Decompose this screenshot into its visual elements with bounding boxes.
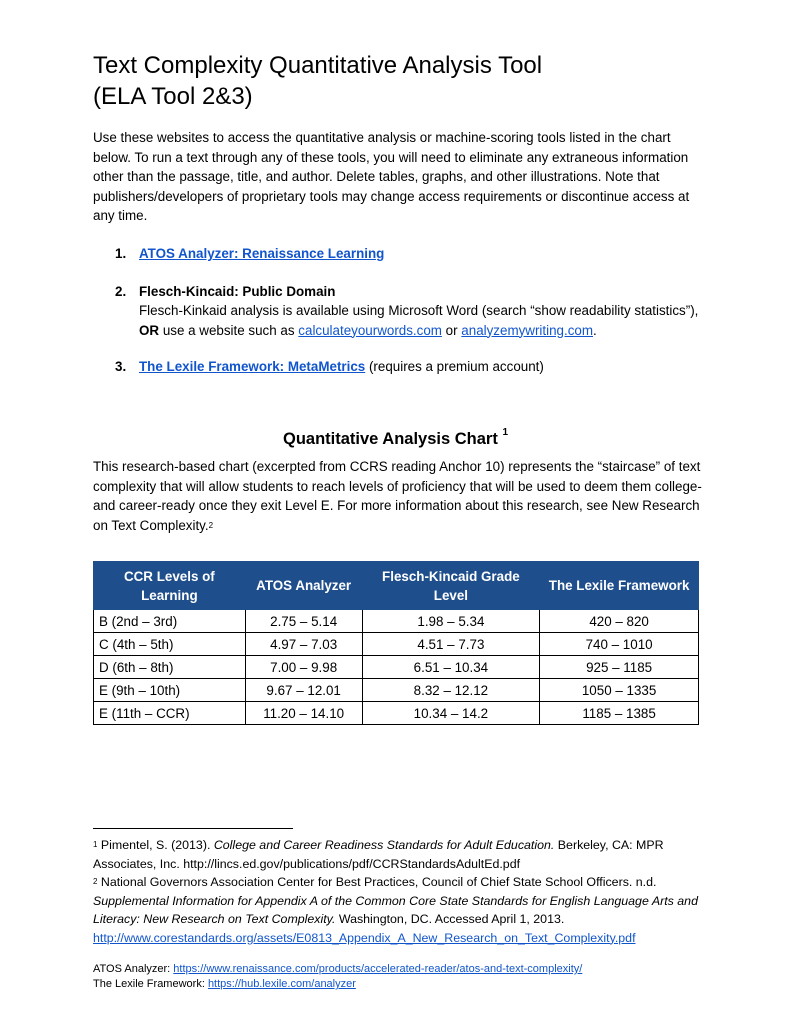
lexile-url-link[interactable]: https://hub.lexile.com/analyzer	[207, 978, 356, 990]
chart-description-text: This research-based chart (excerpted from CCRS reading Anchor 10) represents the “staircase” of text complexity that will allow students to reach levels of proficiency that will be used to deem them college- and career-ready once they exit Level E. For more information about this research, see New Research on Text Complexity.	[93, 459, 702, 533]
title-line-1: Text Complexity Quantitative Analysis Tool	[93, 52, 543, 79]
list-item-atos	[93, 244, 703, 264]
table-cell: 9.67 – 12.01	[245, 679, 362, 702]
source-atos	[93, 962, 713, 977]
list-item-flesch-kincaid	[93, 282, 703, 341]
footnote-2	[93, 873, 703, 947]
list-number: 3.	[115, 359, 127, 374]
footnote-marker: 1	[502, 427, 509, 438]
lexile-suffix: (requires a premium account)	[365, 359, 544, 374]
corestandards-link[interactable]: http://www.corestandards.org/assets/E0813_Appendix_A_New_Research_on_Text_Complexity.pdf	[93, 930, 636, 945]
fn2-italic-title: Supplemental Information for Appendix A of the Common Core State Standards for English Language Arts and Literacy: New Research on Text Complexity.	[93, 893, 698, 926]
table-cell: 7.00 – 9.98	[245, 656, 362, 679]
calculateyourwords-link[interactable]: calculateyourwords.com	[298, 322, 442, 338]
title-line-2: (ELA Tool 2&3)	[93, 83, 253, 110]
footnote-marker: 2	[93, 877, 98, 886]
renaissance-url-link[interactable]: https://www.renaissance.com/products/accelerated-reader/atos-and-text-complexity/	[173, 963, 583, 975]
table-cell: C (4th – 5th)	[94, 633, 246, 656]
table-cell: 2.75 – 5.14	[245, 610, 362, 633]
table-cell: 11.20 – 14.10	[245, 702, 362, 725]
table-cell: 10.34 – 14.2	[362, 702, 540, 725]
fn2-text-b: Washington, DC. Accessed April 1, 2013.	[335, 912, 565, 926]
source-lexile	[93, 977, 713, 992]
list-item-lexile	[93, 357, 703, 377]
page-title	[93, 50, 542, 112]
source-label: The Lexile Framework:	[93, 978, 208, 990]
table-cell: 1050 – 1335	[540, 679, 699, 702]
fn2-text-a: National Governors Association Center for Best Practices, Council of Chief State School Officers. n.d.	[97, 875, 657, 889]
table-cell: D (6th – 8th)	[94, 656, 246, 679]
table-cell: 740 – 1010	[540, 633, 699, 656]
footnote-separator	[93, 828, 293, 829]
table-cell: 8.32 – 12.12	[362, 679, 540, 702]
table-cell: E (9th – 10th)	[94, 679, 246, 702]
fk-text-d: .	[593, 322, 597, 338]
fk-text-b: use a website such as	[159, 322, 299, 338]
list-number: 2.	[115, 283, 127, 299]
table-cell: 1185 – 1385	[540, 702, 699, 725]
footnote-marker: 2	[208, 520, 214, 530]
column-header: CCR Levels of Learning	[94, 562, 246, 610]
analyzemywriting-link[interactable]: analyzemywriting.com	[461, 322, 594, 338]
fk-text-a: Flesch-Kinkaid analysis is available using Microsoft Word (search “show readability statistics”),	[139, 303, 699, 318]
table-cell: 925 – 1185	[540, 656, 699, 679]
table-row	[94, 656, 699, 679]
flesch-kincaid-heading: Flesch-Kincaid: Public Domain	[139, 283, 336, 299]
table-header-row	[94, 562, 699, 610]
quantitative-analysis-table	[93, 561, 699, 725]
fk-or-bold: OR	[139, 322, 160, 338]
chart-description	[93, 457, 703, 535]
table-cell: 1.98 – 5.34	[362, 610, 540, 633]
column-header: ATOS Analyzer	[245, 562, 362, 610]
intro-paragraph: Use these websites to access the quantitative analysis or machine-scoring tools listed in the chart below. To run a text through any of these tools, you will need to eliminate any extraneous information other than the passage, title, and author. Delete tables, graphs, and other illustrations. Note that publishers/developers of proprietary tools may change access requirements or discontinue access at any time.	[93, 130, 690, 223]
table-cell: E (11th – CCR)	[94, 702, 246, 725]
chart-heading	[0, 427, 791, 449]
source-label: ATOS Analyzer:	[93, 963, 174, 975]
column-header: The Lexile Framework	[540, 562, 699, 610]
source-links	[93, 962, 713, 992]
footnote-1	[93, 836, 703, 873]
atos-analyzer-link[interactable]: ATOS Analyzer: Renaissance Learning	[139, 246, 385, 261]
footnote-marker: 1	[93, 840, 98, 849]
tools-list	[93, 244, 703, 377]
chart-heading-text: Quantitative Analysis Chart	[282, 430, 498, 448]
table-row	[94, 610, 699, 633]
table-cell: 420 – 820	[540, 610, 699, 633]
table-cell: 4.97 – 7.03	[245, 633, 362, 656]
table-row	[94, 702, 699, 725]
fn1-text-b: Berkeley, CA: MPR Associates, Inc. http://lincs.ed.gov/publications/pdf/CCRStandardsAdultEd.pdf	[93, 838, 664, 871]
table-cell: B (2nd – 3rd)	[94, 610, 246, 633]
table-cell: 6.51 – 10.34	[362, 656, 540, 679]
list-number: 1.	[115, 246, 127, 261]
fn1-text-a: Pimentel, S. (2013).	[97, 838, 214, 852]
table-cell: 4.51 – 7.73	[362, 633, 540, 656]
fk-text-c: or	[441, 322, 462, 338]
column-header: Flesch-Kincaid Grade Level	[362, 562, 540, 610]
fn1-italic-title: College and Career Readiness Standards for Adult Education.	[213, 838, 555, 852]
lexile-framework-link[interactable]: The Lexile Framework: MetaMetrics	[139, 359, 366, 374]
table-row	[94, 633, 699, 656]
flesch-kincaid-description	[139, 301, 703, 340]
table-row	[94, 679, 699, 702]
footnotes	[93, 836, 703, 947]
